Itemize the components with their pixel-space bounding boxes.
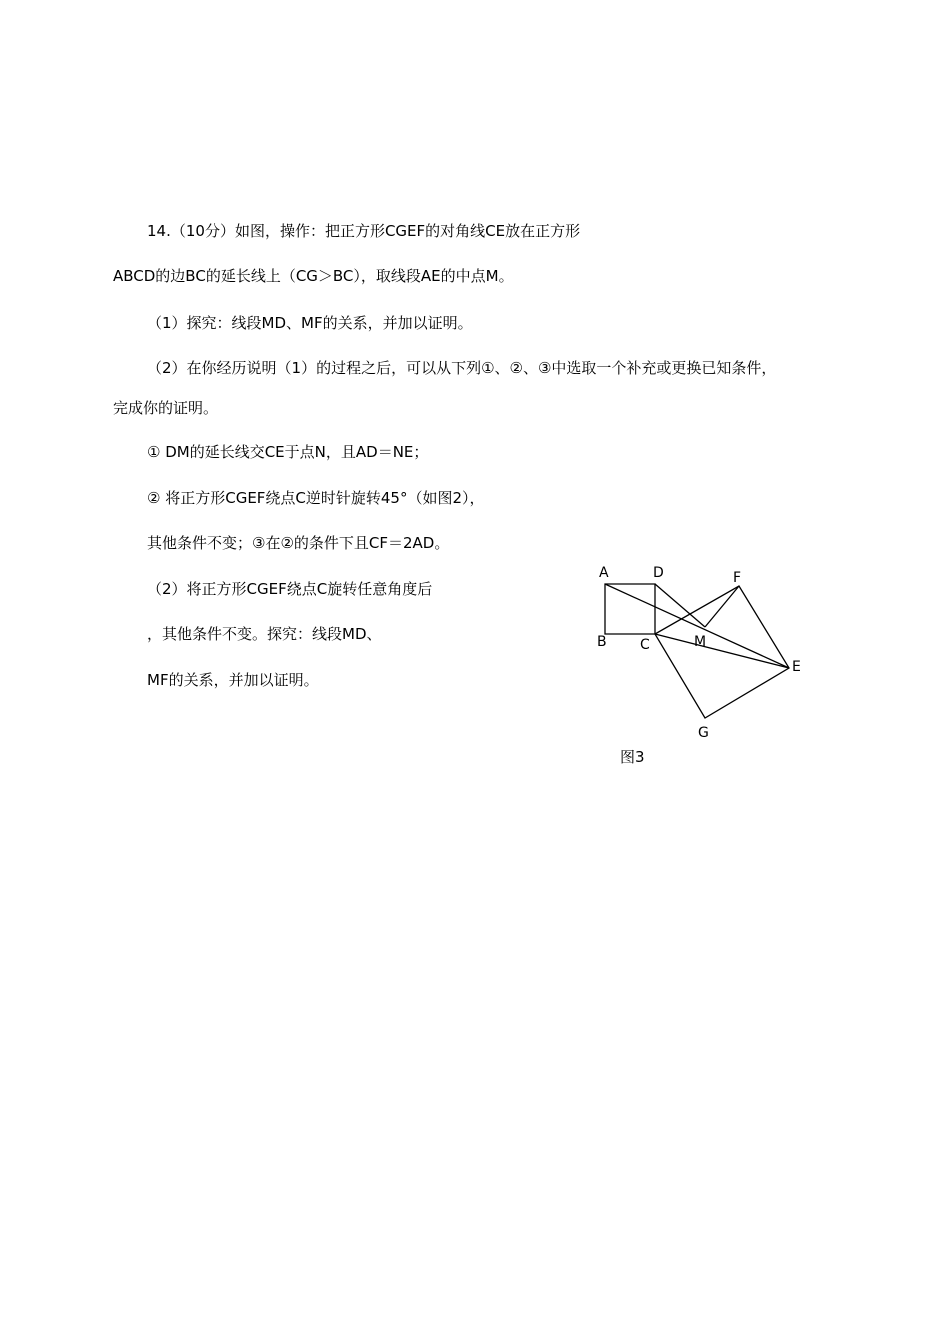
label-d: D (653, 565, 664, 581)
segment-fm (705, 586, 739, 627)
label-e: E (792, 659, 801, 675)
square-abcd (605, 584, 655, 634)
question-part3-line2: ，其他条件不变。探究：线段MD、 (147, 625, 382, 643)
option-1: ① DM的延长线交CE于点N，且AD＝NE； (147, 443, 429, 461)
geometry-figure (580, 555, 820, 770)
label-c: C (640, 637, 650, 653)
question-part2-line1: （2）在你经历说明（1）的过程之后，可以从下列①、②、③中选取一个补充或更换已知条件， (147, 359, 777, 377)
problem-heading-line2: ABCD的边BC的延长线上（CG＞BC），取线段AE的中点M。 (113, 267, 514, 285)
question-part2-line2: 完成你的证明。 (113, 399, 219, 417)
label-a: A (599, 565, 609, 581)
label-m: M (694, 634, 707, 650)
question-part3-line1: （2）将正方形CGEF绕点C旋转任意角度后 (147, 580, 433, 598)
problem-heading-line1: 14.（10分）如图，操作：把正方形CGEF的对角线CE放在正方形 (147, 222, 581, 240)
segment-ae (605, 584, 789, 668)
question-part3-line3: MF的关系，并加以证明。 (147, 671, 319, 689)
label-f: F (733, 570, 742, 586)
question-part1: （1）探究：线段MD、MF的关系，并加以证明。 (147, 314, 473, 332)
segment-ce (655, 634, 789, 668)
label-b: B (597, 634, 607, 650)
segment-dm (655, 584, 705, 627)
option-3: 其他条件不变；③在②的条件下且CF＝2AD。 (147, 534, 450, 552)
option-2: ② 将正方形CGEF绕点C逆时针旋转45°（如图2）， (147, 489, 485, 507)
geometry-diagram (580, 555, 820, 770)
figure-caption: 图3 (620, 748, 645, 766)
label-g: G (698, 725, 709, 741)
